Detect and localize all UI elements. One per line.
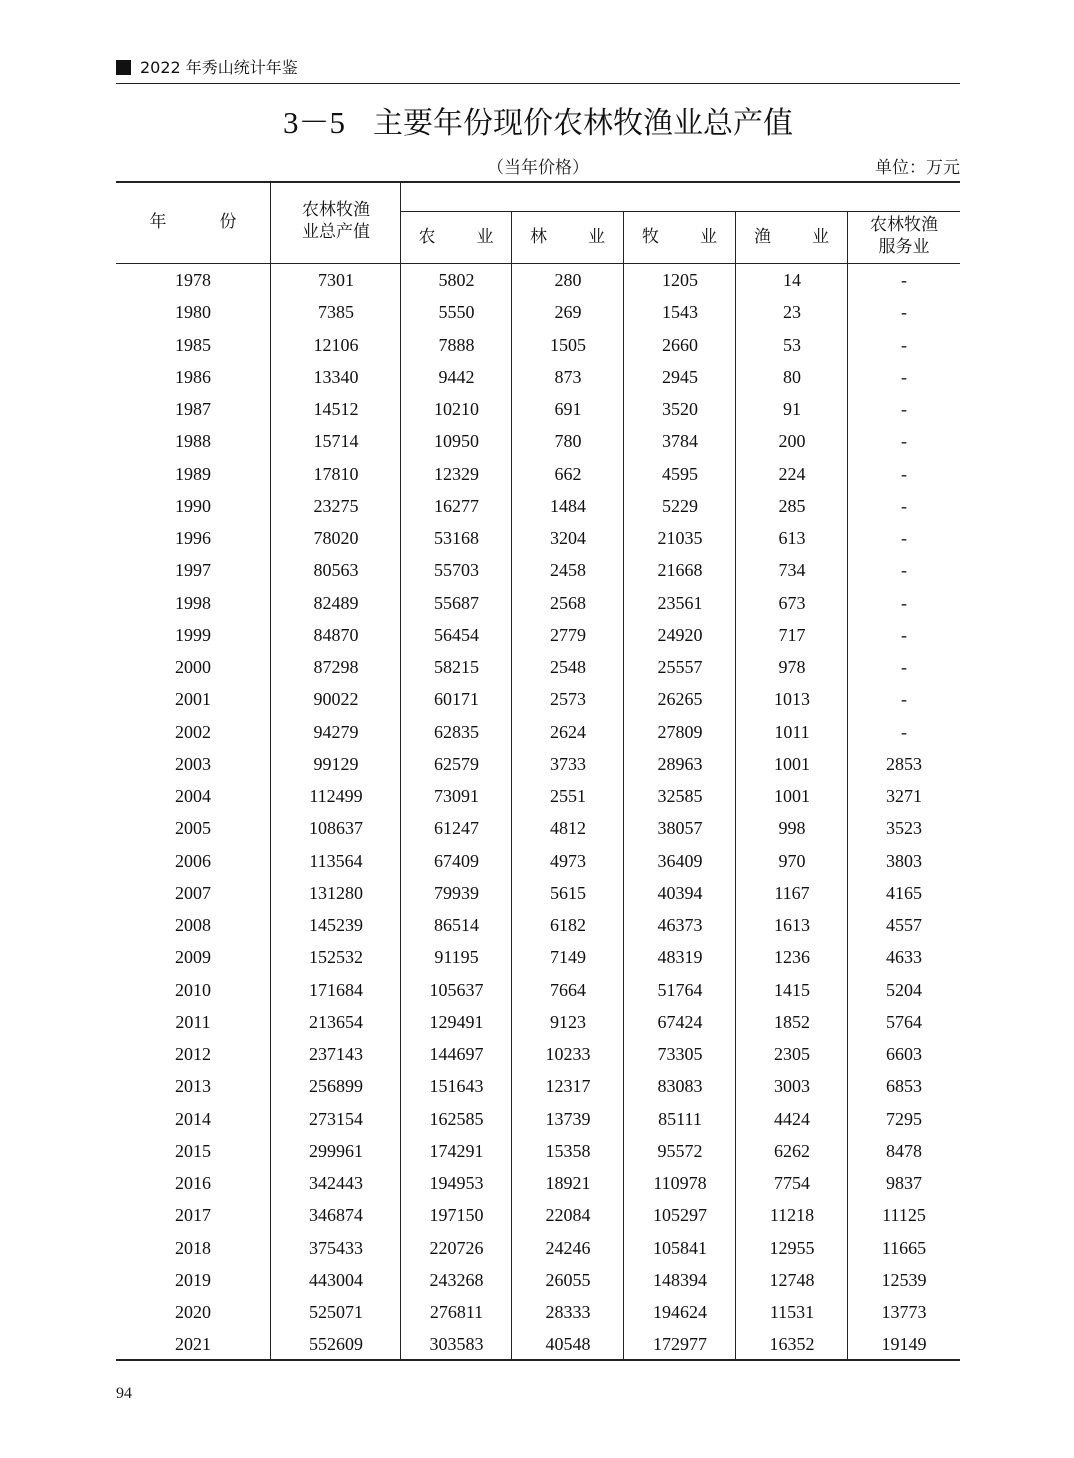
cell-forestry: 2779 xyxy=(550,624,586,645)
cell-year: 1985 xyxy=(175,334,211,355)
cell-agriculture: 144697 xyxy=(429,1044,484,1064)
cell-forestry: 269 xyxy=(554,302,582,323)
cell-animal-husbandry: 40394 xyxy=(657,882,703,903)
table-row xyxy=(116,780,960,812)
cell-forestry: 280 xyxy=(554,270,582,290)
cell-total: 13340 xyxy=(313,366,359,387)
cell-total: 213654 xyxy=(309,1011,363,1032)
cell-total: 346874 xyxy=(309,1205,363,1226)
cell-total: 443004 xyxy=(309,1269,363,1290)
cell-fishery: 1011 xyxy=(774,721,810,742)
cell-forestry: 22084 xyxy=(545,1205,591,1226)
header-sub-rule xyxy=(401,211,960,212)
cell-fishery: 1613 xyxy=(774,915,810,935)
cell-year: 2003 xyxy=(175,753,211,774)
cell-agriculture: 243268 xyxy=(429,1269,484,1290)
cell-total: 112499 xyxy=(309,786,363,806)
cell-year: 1996 xyxy=(175,528,211,548)
header-square-icon xyxy=(116,60,131,75)
cell-fishery: 1001 xyxy=(774,753,810,774)
cell-forestry: 24246 xyxy=(545,1237,591,1258)
table-row xyxy=(116,748,960,780)
cell-total: 273154 xyxy=(309,1108,363,1129)
cell-fishery: 1236 xyxy=(774,947,810,968)
cell-year: 1989 xyxy=(175,463,211,484)
cell-fishery: 80 xyxy=(783,366,801,387)
header-forestry: 林 业 xyxy=(530,227,617,247)
cell-year: 1978 xyxy=(175,270,211,290)
cell-fishery: 7754 xyxy=(774,1173,810,1193)
table-row xyxy=(116,329,960,361)
cell-forestry: 662 xyxy=(554,463,582,484)
cell-year: 2018 xyxy=(175,1237,211,1258)
table-row xyxy=(116,1296,960,1328)
cell-year: 2006 xyxy=(175,850,211,871)
table-row xyxy=(116,1006,960,1038)
cell-animal-husbandry: 83083 xyxy=(657,1076,703,1097)
header-services-line2: 服务业 xyxy=(878,237,930,257)
cell-fishery: 1001 xyxy=(774,786,810,806)
cell-animal-husbandry: 48319 xyxy=(657,947,703,968)
cell-agriculture: 197150 xyxy=(429,1205,484,1226)
cell-forestry: 26055 xyxy=(545,1269,591,1290)
cell-agriculture: 56454 xyxy=(434,624,479,645)
cell-year: 2002 xyxy=(175,721,211,742)
cell-total: 14512 xyxy=(313,399,359,419)
table-row xyxy=(116,1135,960,1167)
cell-forestry: 9123 xyxy=(550,1011,586,1032)
cell-agriculture: 16277 xyxy=(434,495,479,516)
cell-agriculture: 10950 xyxy=(434,431,479,452)
cell-fishery: 717 xyxy=(778,624,806,645)
cell-fishery: 11531 xyxy=(769,1302,815,1322)
cell-animal-husbandry: 21035 xyxy=(657,528,703,548)
cell-animal-husbandry: 36409 xyxy=(657,850,703,871)
cell-forestry: 2458 xyxy=(550,560,586,581)
cell-fishery: 1852 xyxy=(774,1011,810,1032)
header-total xyxy=(271,199,401,243)
cell-agriculture: 194953 xyxy=(429,1173,484,1193)
running-head-text: 2022 年秀山统计年鉴 xyxy=(140,58,298,77)
cell-animal-husbandry: 67424 xyxy=(657,1011,703,1032)
table-row xyxy=(116,909,960,941)
cell-year: 2013 xyxy=(175,1076,211,1097)
cell-year: 1980 xyxy=(175,302,211,323)
table-row xyxy=(116,1038,960,1070)
cell-total: 99129 xyxy=(313,753,359,774)
cell-total: 299961 xyxy=(309,1140,363,1161)
cell-services: - xyxy=(901,334,907,355)
cell-year: 2020 xyxy=(175,1302,211,1322)
table-row xyxy=(116,1103,960,1135)
unit-label: 单位：万元 xyxy=(875,158,960,178)
table-body xyxy=(116,264,960,1361)
table-row xyxy=(116,1328,960,1360)
cell-fishery: 224 xyxy=(778,463,806,484)
cell-services: - xyxy=(901,495,907,516)
cell-year: 2015 xyxy=(175,1140,211,1161)
cell-year: 2014 xyxy=(175,1108,211,1129)
cell-total: 90022 xyxy=(313,689,359,710)
page-number: 94 xyxy=(116,1385,132,1402)
cell-year: 2016 xyxy=(175,1173,211,1193)
cell-animal-husbandry: 2660 xyxy=(662,334,698,355)
cell-total: 84870 xyxy=(313,624,359,645)
cell-forestry: 40548 xyxy=(545,1334,591,1355)
table-row xyxy=(116,1264,960,1296)
cell-total: 145239 xyxy=(309,915,363,935)
cell-services: 5204 xyxy=(886,979,922,1000)
table-number: 3－5 xyxy=(283,105,345,140)
table-row xyxy=(116,974,960,1006)
cell-total: 108637 xyxy=(309,818,363,839)
cell-year: 2012 xyxy=(175,1044,211,1064)
cell-services: 12539 xyxy=(881,1269,927,1290)
cell-animal-husbandry: 85111 xyxy=(658,1108,702,1129)
header-services xyxy=(848,214,960,258)
cell-animal-husbandry: 51764 xyxy=(657,979,703,1000)
header-agriculture: 农 业 xyxy=(418,227,506,247)
cell-agriculture: 9442 xyxy=(438,366,475,387)
cell-total: 342443 xyxy=(309,1173,363,1193)
cell-services: 11665 xyxy=(881,1237,927,1258)
table-row xyxy=(116,361,960,393)
cell-fishery: 970 xyxy=(778,850,806,871)
cell-forestry: 2624 xyxy=(550,721,586,742)
cell-year: 2021 xyxy=(175,1334,211,1355)
cell-animal-husbandry: 95572 xyxy=(657,1140,703,1161)
cell-animal-husbandry: 32585 xyxy=(657,786,703,806)
cell-total: 237143 xyxy=(309,1044,363,1064)
cell-agriculture: 62835 xyxy=(434,721,479,742)
cell-fishery: 1013 xyxy=(774,689,810,710)
table-row xyxy=(116,1070,960,1102)
cell-agriculture: 220726 xyxy=(429,1237,484,1258)
cell-total: 131280 xyxy=(309,882,363,903)
cell-fishery: 23 xyxy=(783,302,801,323)
cell-agriculture: 12329 xyxy=(434,463,479,484)
cell-agriculture: 10210 xyxy=(434,399,479,419)
cell-agriculture: 73091 xyxy=(434,786,479,806)
header-fishery: 渔 业 xyxy=(754,227,841,247)
cell-services: 19149 xyxy=(881,1334,927,1355)
cell-total: 552609 xyxy=(309,1334,363,1355)
table-row xyxy=(116,941,960,973)
cell-forestry: 28333 xyxy=(545,1302,591,1322)
table-row xyxy=(116,264,960,296)
cell-year: 2008 xyxy=(175,915,211,935)
table-row xyxy=(116,554,960,586)
cell-services: - xyxy=(901,366,907,387)
cell-forestry: 2548 xyxy=(550,657,586,677)
cell-agriculture: 58215 xyxy=(434,657,479,677)
cell-agriculture: 60171 xyxy=(434,689,479,710)
cell-year: 1990 xyxy=(175,495,211,516)
cell-total: 171684 xyxy=(309,979,363,1000)
table-row xyxy=(116,877,960,909)
cell-fishery: 673 xyxy=(778,592,806,613)
cell-agriculture: 55687 xyxy=(434,592,479,613)
cell-animal-husbandry: 172977 xyxy=(653,1334,707,1355)
cell-forestry: 691 xyxy=(554,399,582,419)
table-row xyxy=(116,812,960,844)
cell-total: 94279 xyxy=(313,721,359,742)
cell-animal-husbandry: 2945 xyxy=(662,366,698,387)
cell-fishery: 53 xyxy=(783,334,801,355)
cell-total: 23275 xyxy=(313,495,359,516)
table-top-rule xyxy=(116,181,960,183)
cell-forestry: 6182 xyxy=(550,915,586,935)
cell-year: 2004 xyxy=(175,786,211,806)
cell-fishery: 12955 xyxy=(769,1237,815,1258)
cell-agriculture: 61247 xyxy=(434,818,479,839)
header-services-line1: 农林牧渔 xyxy=(870,215,938,235)
cell-fishery: 16352 xyxy=(769,1334,815,1355)
cell-services: 6603 xyxy=(886,1044,922,1064)
cell-animal-husbandry: 26265 xyxy=(657,689,703,710)
cell-forestry: 10233 xyxy=(545,1044,591,1064)
cell-services: - xyxy=(901,431,907,452)
table-row xyxy=(116,1232,960,1264)
cell-forestry: 2568 xyxy=(550,592,586,613)
cell-services: 8478 xyxy=(886,1140,922,1161)
cell-total: 82489 xyxy=(313,592,359,613)
cell-year: 1987 xyxy=(175,399,211,419)
cell-year: 2005 xyxy=(175,818,211,839)
table-row xyxy=(116,296,960,328)
cell-total: 12106 xyxy=(313,334,359,355)
cell-total: 15714 xyxy=(313,431,359,452)
cell-forestry: 2573 xyxy=(550,689,586,710)
cell-year: 1997 xyxy=(175,560,211,581)
cell-fishery: 14 xyxy=(783,270,801,290)
cell-year: 2007 xyxy=(175,882,211,903)
cell-forestry: 873 xyxy=(554,366,582,387)
cell-animal-husbandry: 194624 xyxy=(653,1302,707,1322)
cell-services: 7295 xyxy=(886,1108,922,1129)
cell-agriculture: 67409 xyxy=(434,850,479,871)
cell-fishery: 2305 xyxy=(774,1044,810,1064)
cell-total: 525071 xyxy=(309,1302,363,1322)
table-row xyxy=(116,490,960,522)
cell-services: 4165 xyxy=(886,882,922,903)
cell-services: - xyxy=(901,528,907,548)
table-row xyxy=(116,425,960,457)
cell-forestry: 3733 xyxy=(550,753,586,774)
cell-animal-husbandry: 27809 xyxy=(657,721,703,742)
cell-agriculture: 151643 xyxy=(429,1076,484,1097)
cell-total: 113564 xyxy=(309,850,363,871)
cell-total: 256899 xyxy=(309,1076,363,1097)
cell-forestry: 7149 xyxy=(550,947,586,968)
header-total-line2: 业总产值 xyxy=(302,222,370,242)
cell-total: 87298 xyxy=(313,657,359,677)
cell-services: - xyxy=(901,657,907,677)
cell-fishery: 200 xyxy=(778,431,806,452)
table-row xyxy=(116,619,960,651)
table-row xyxy=(116,587,960,619)
cell-animal-husbandry: 1205 xyxy=(662,270,698,290)
cell-total: 375433 xyxy=(309,1237,363,1258)
cell-services: 6853 xyxy=(886,1076,922,1097)
table-row xyxy=(116,716,960,748)
cell-animal-husbandry: 23561 xyxy=(657,592,703,613)
cell-fishery: 6262 xyxy=(774,1140,810,1161)
cell-fishery: 613 xyxy=(778,528,806,548)
cell-forestry: 18921 xyxy=(545,1173,591,1193)
header-animal-husbandry: 牧 业 xyxy=(642,227,729,247)
cell-total: 7301 xyxy=(318,270,354,290)
cell-forestry: 12317 xyxy=(545,1076,591,1097)
cell-services: - xyxy=(901,270,907,290)
cell-agriculture: 162585 xyxy=(429,1108,484,1129)
cell-total: 78020 xyxy=(313,528,359,548)
cell-animal-husbandry: 46373 xyxy=(657,915,703,935)
cell-year: 2000 xyxy=(175,657,211,677)
cell-forestry: 1484 xyxy=(550,495,586,516)
table-row xyxy=(116,845,960,877)
cell-services: 5764 xyxy=(886,1011,922,1032)
cell-animal-husbandry: 25557 xyxy=(657,657,703,677)
cell-fishery: 12748 xyxy=(769,1269,815,1290)
cell-agriculture: 91195 xyxy=(434,947,479,968)
cell-forestry: 15358 xyxy=(545,1140,591,1161)
header-total-line1: 农林牧渔 xyxy=(302,200,370,220)
cell-forestry: 7664 xyxy=(550,979,586,1000)
cell-services: 11125 xyxy=(882,1205,926,1226)
cell-animal-husbandry: 4595 xyxy=(662,463,698,484)
cell-agriculture: 303583 xyxy=(429,1334,484,1355)
cell-total: 17810 xyxy=(313,463,359,484)
cell-forestry: 13739 xyxy=(545,1108,591,1129)
cell-agriculture: 276811 xyxy=(429,1302,484,1322)
table-title: 主要年份现价农林牧渔业总产值 xyxy=(373,106,793,141)
cell-year: 2011 xyxy=(175,1011,211,1032)
cell-agriculture: 129491 xyxy=(429,1011,484,1032)
cell-services: - xyxy=(901,592,907,613)
cell-fishery: 91 xyxy=(783,399,801,419)
cell-agriculture: 79939 xyxy=(434,882,479,903)
cell-services: 3523 xyxy=(886,818,922,839)
cell-agriculture: 105637 xyxy=(429,979,484,1000)
cell-fishery: 998 xyxy=(778,818,806,839)
cell-year: 1986 xyxy=(175,366,211,387)
cell-services: - xyxy=(901,624,907,645)
cell-animal-husbandry: 110978 xyxy=(653,1173,707,1193)
cell-animal-husbandry: 73305 xyxy=(657,1044,703,1064)
cell-services: 3271 xyxy=(886,786,922,806)
cell-fishery: 1415 xyxy=(774,979,810,1000)
table-row xyxy=(116,1167,960,1199)
cell-services: 4557 xyxy=(886,915,922,935)
cell-agriculture: 174291 xyxy=(429,1140,484,1161)
cell-forestry: 780 xyxy=(554,431,582,452)
cell-animal-husbandry: 3520 xyxy=(662,399,698,419)
cell-total: 152532 xyxy=(309,947,363,968)
cell-total: 80563 xyxy=(313,560,359,581)
cell-agriculture: 86514 xyxy=(434,915,479,935)
cell-forestry: 4973 xyxy=(550,850,586,871)
cell-forestry: 5615 xyxy=(550,882,586,903)
running-head xyxy=(116,57,960,84)
cell-fishery: 4424 xyxy=(774,1108,810,1129)
cell-services: 3803 xyxy=(886,850,922,871)
cell-services: - xyxy=(901,399,907,419)
cell-year: 1998 xyxy=(175,592,211,613)
cell-animal-husbandry: 28963 xyxy=(657,753,703,774)
cell-year: 1988 xyxy=(175,431,211,452)
cell-forestry: 2551 xyxy=(550,786,586,806)
cell-fishery: 3003 xyxy=(774,1076,810,1097)
cell-year: 2001 xyxy=(175,689,211,710)
cell-forestry: 1505 xyxy=(550,334,586,355)
cell-year: 2019 xyxy=(175,1269,211,1290)
cell-services: - xyxy=(901,689,907,710)
cell-fishery: 978 xyxy=(778,657,806,677)
cell-fishery: 734 xyxy=(778,560,806,581)
cell-animal-husbandry: 3784 xyxy=(662,431,698,452)
cell-year: 2017 xyxy=(175,1205,211,1226)
cell-total: 7385 xyxy=(318,302,354,323)
cell-services: - xyxy=(901,302,907,323)
cell-forestry: 3204 xyxy=(550,528,586,548)
table-row xyxy=(116,683,960,715)
cell-agriculture: 5550 xyxy=(438,302,475,323)
cell-services: 13773 xyxy=(881,1302,927,1322)
cell-services: - xyxy=(901,721,907,742)
cell-services: 4633 xyxy=(886,947,922,968)
cell-fishery: 1167 xyxy=(774,882,810,903)
cell-animal-husbandry: 1543 xyxy=(662,302,698,323)
cell-animal-husbandry: 38057 xyxy=(657,818,703,839)
header-year: 年 份 xyxy=(149,212,255,232)
page-title xyxy=(116,102,960,145)
cell-animal-husbandry: 105297 xyxy=(653,1205,707,1226)
cell-fishery: 285 xyxy=(778,495,806,516)
cell-animal-husbandry: 148394 xyxy=(653,1269,707,1290)
table-row xyxy=(116,651,960,683)
cell-agriculture: 55703 xyxy=(434,560,479,581)
cell-animal-husbandry: 105841 xyxy=(653,1237,707,1258)
cell-agriculture: 7888 xyxy=(438,334,475,355)
cell-animal-husbandry: 5229 xyxy=(662,495,698,516)
cell-year: 2010 xyxy=(175,979,211,1000)
table-row xyxy=(116,393,960,425)
price-basis-note: （当年价格） xyxy=(487,158,589,178)
cell-agriculture: 62579 xyxy=(434,753,479,774)
cell-services: - xyxy=(901,560,907,581)
cell-year: 1999 xyxy=(175,624,211,645)
cell-animal-husbandry: 21668 xyxy=(657,560,703,581)
cell-fishery: 11218 xyxy=(769,1205,815,1226)
cell-services: 2853 xyxy=(886,753,922,774)
cell-agriculture: 53168 xyxy=(434,528,479,548)
table-row xyxy=(116,522,960,554)
cell-services: - xyxy=(901,463,907,484)
cell-forestry: 4812 xyxy=(550,818,586,839)
table-row xyxy=(116,1199,960,1231)
table-row xyxy=(116,458,960,490)
cell-year: 2009 xyxy=(175,947,211,968)
cell-animal-husbandry: 24920 xyxy=(657,624,703,645)
cell-agriculture: 5802 xyxy=(438,270,475,290)
cell-services: 9837 xyxy=(886,1173,922,1193)
